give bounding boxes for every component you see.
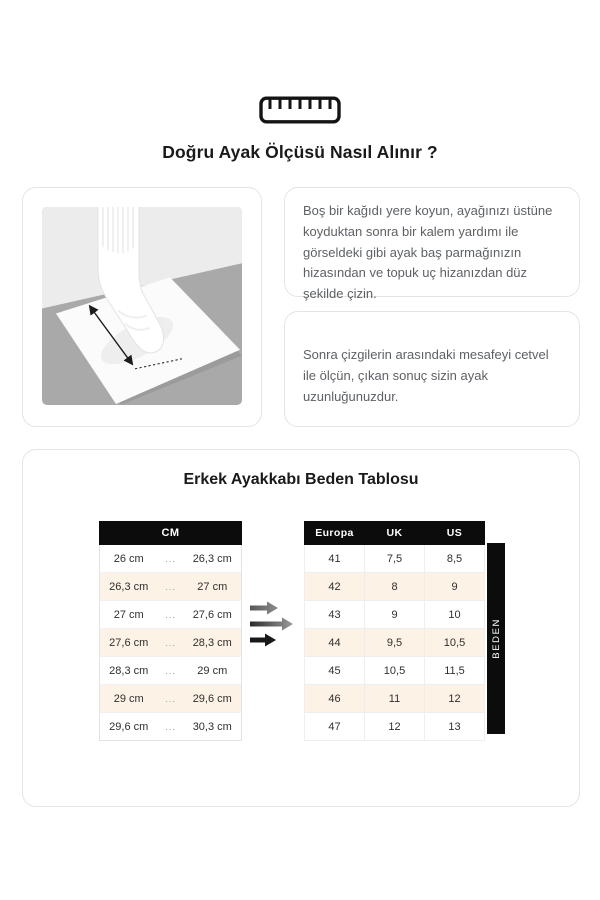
table-cell: 10,5 xyxy=(365,657,425,685)
table-row xyxy=(305,657,485,685)
table-cell: ... xyxy=(158,713,184,741)
table-cell: 47 xyxy=(305,713,365,741)
beden-label-text: BEDEN xyxy=(490,618,502,659)
table-cell: 29,6 cm xyxy=(100,713,158,741)
instruction-step-1: Boş bir kağıdı yere koyun, ayağınızı üstüne koyduktan sonra bir kalem yardımı ile görseldeki gibi ayak baş parmağınızın hizasından ve topuk uç hizanızdan düz şekilde çizin. xyxy=(303,203,553,302)
sock-rib-lines xyxy=(103,207,133,253)
table-header-row xyxy=(305,522,485,545)
table-cell: 44 xyxy=(305,629,365,657)
table-cell: 41 xyxy=(305,545,365,573)
table-header-cell: Europa xyxy=(305,522,365,545)
table-cell: 29,6 cm xyxy=(184,685,242,713)
ruler-icon xyxy=(0,96,600,124)
table-cell: 9 xyxy=(365,601,425,629)
table-cell: 43 xyxy=(305,601,365,629)
table-cell: 27,6 cm xyxy=(100,629,158,657)
beden-side-label xyxy=(487,543,505,734)
table-cell: 27,6 cm xyxy=(184,601,242,629)
instruction-card-2 xyxy=(284,311,580,427)
table-cell: 30,3 cm xyxy=(184,713,242,741)
table-cell: ... xyxy=(158,629,184,657)
table-cell: 29 cm xyxy=(184,657,242,685)
table-row xyxy=(100,713,242,741)
table-cell: 13 xyxy=(425,713,485,741)
table-row xyxy=(305,573,485,601)
table-cell: 10,5 xyxy=(425,629,485,657)
table-cell: 27 cm xyxy=(184,573,242,601)
cm-table xyxy=(99,521,242,741)
table-cell: 27 cm xyxy=(100,601,158,629)
table-cell: 8,5 xyxy=(425,545,485,573)
table-cell: 26 cm xyxy=(113,552,144,565)
table-row xyxy=(100,573,242,601)
table-row xyxy=(100,685,242,713)
table-cell: 12 xyxy=(425,685,485,713)
table-cell: ... xyxy=(165,553,176,564)
table-cell: 11 xyxy=(365,685,425,713)
table-cell: 29 cm xyxy=(100,685,158,713)
table-row xyxy=(305,629,485,657)
table-cell: 45 xyxy=(305,657,365,685)
table-row xyxy=(100,601,242,629)
size-table-card xyxy=(22,449,580,807)
table-header-cell: US xyxy=(425,522,485,545)
table-cell: 28,3 cm xyxy=(184,629,242,657)
table-row xyxy=(305,545,485,573)
table-cell: 7,5 xyxy=(365,545,425,573)
table-header-cell: UK xyxy=(365,522,425,545)
table-row xyxy=(100,545,242,573)
cm-header-cell: CM xyxy=(100,522,242,545)
table-header-row xyxy=(100,522,242,545)
table-cell: 10 xyxy=(425,601,485,629)
table-cell: ... xyxy=(158,601,184,629)
instruction-card-1 xyxy=(284,187,580,302)
table-cell: 9,5 xyxy=(365,629,425,657)
table-cell: ... xyxy=(158,657,184,685)
foot-measurement-image xyxy=(42,207,242,405)
table-row xyxy=(305,601,485,629)
table-cell: 28,3 cm xyxy=(100,657,158,685)
table-cell: 42 xyxy=(305,573,365,601)
table-cell: 8 xyxy=(365,573,425,601)
table-row xyxy=(305,685,485,713)
international-size-table xyxy=(304,521,485,741)
table-cell: 26,3 cm xyxy=(100,573,158,601)
measurement-photo-card xyxy=(22,187,262,427)
table-cell: 11,5 xyxy=(425,657,485,685)
table-row xyxy=(305,713,485,741)
table-cell: ... xyxy=(158,573,184,601)
table-cell: 9 xyxy=(425,573,485,601)
table-cell: ... xyxy=(158,685,184,713)
page-title: Doğru Ayak Ölçüsü Nasıl Alınır ? xyxy=(162,142,438,162)
table-row xyxy=(100,657,242,685)
table-cell: 26,3 cm xyxy=(192,552,232,565)
table-cell: 12 xyxy=(365,713,425,741)
instruction-step-2: Sonra çizgilerin arasındaki mesafeyi cetvel ile ölçün, çıkan sonuç sizin ayak uzunluğunuzdur. xyxy=(303,347,549,404)
table-cell: 46 xyxy=(305,685,365,713)
table-row xyxy=(100,629,242,657)
size-table-title: Erkek Ayakkabı Beden Tablosu xyxy=(183,471,419,488)
